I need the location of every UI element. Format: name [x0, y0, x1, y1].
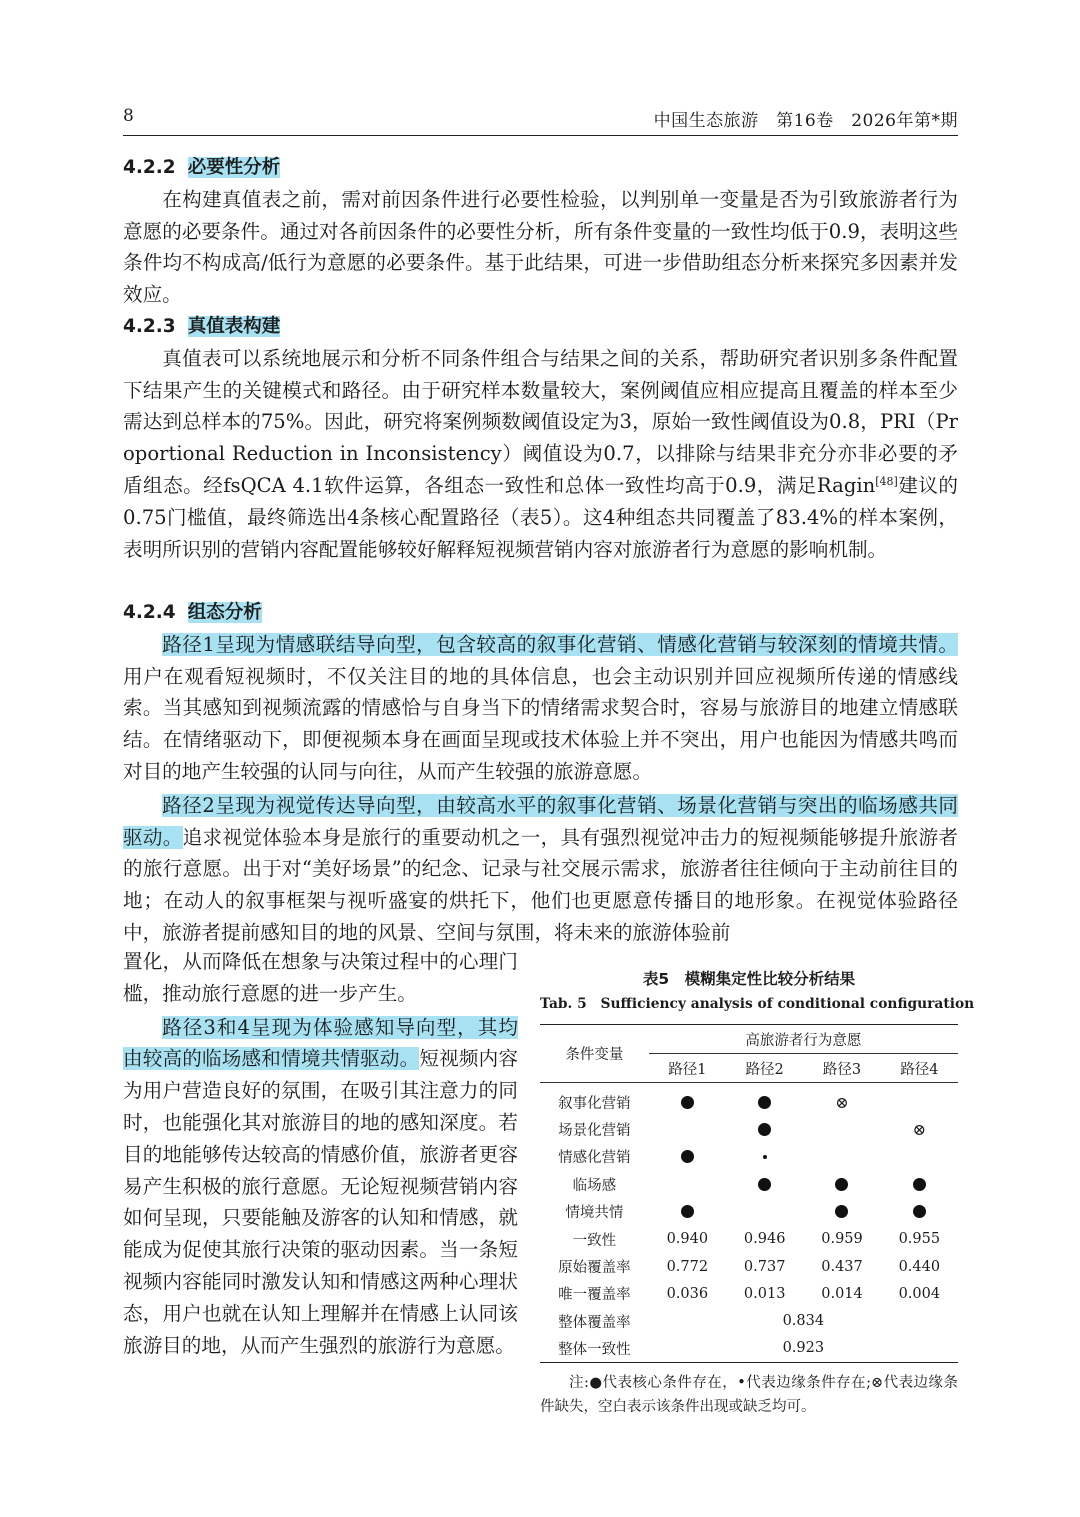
condition-cell: [803, 1116, 880, 1143]
page-header: [123, 106, 958, 136]
paragraph-path-3-4: 路径3和4呈现为体验感知导向型，其均由较高的临场感和情境共情驱动。短视频内容为用户营造良好的氛围，在吸引其注意力的同时，也能强化其对旅游目的地的感知深度。若目的地能够传达较高的情感价值，旅游者更容易产生积极的旅行意愿。无论短视频营销内容如何呈现，只要能触及游客的认知和情感，就能成为促使其旅行决策的驱动因素。当一条短视频内容能同时激发认知和情感这两种心理状态，用户也就在认知上理解并在情感上认同该旅游目的地，从而产生强烈的旅游行为意愿。: [123, 1015, 519, 1357]
core-present-icon: [758, 1123, 771, 1136]
condition-cell: [881, 1089, 958, 1116]
condition-cell: [881, 1198, 958, 1225]
table-row: 唯一覆盖率 0.036 0.013 0.014 0.004: [558, 1285, 941, 1304]
peripheral-present-icon: [763, 1155, 767, 1159]
condition-label: 情境共情: [565, 1205, 624, 1222]
core-present-icon: [681, 1096, 694, 1109]
condition-cell: [803, 1198, 880, 1225]
condition-cell: [726, 1089, 803, 1116]
section-title: 必要性分析: [187, 157, 281, 178]
table-row: [540, 1198, 958, 1225]
highlighted-text: 路径3和4呈现为体验感知导向型，其均由较高的临场感和情境共情驱动。: [123, 1015, 518, 1071]
section-title: 组态分析: [187, 602, 262, 623]
condition-cell: [649, 1171, 726, 1198]
section-4-2-3: [123, 311, 958, 565]
paragraph: 真值表可以系统地展示和分析不同条件组合与结果之间的关系，帮助研究者识别多条件配置下结果产生的关键模式和路径。由于研究样本数量较大，案例阈值应相应提高且覆盖的样本至少需达到总样本的75%。因此，研究将案例频数阈值设定为3，原始一致性阈值设为0.8，PRI（Proportional Reduction in Inconsistency）阈值设为0.7，以排除与结果非充分亦非必要的矛盾组态。经fsQCA 4.1软件运算，各组态一致性和总体一致性均高于0.9，满足Ragin[48]建议的0.75门槛值，最终筛选出4条核心配置路径（表5）。这4种组态共同覆盖了83.4%的样本案例，表明所识别的营销内容配置能够较好解释短视频营销内容对旅游者行为意愿的影响机制。: [123, 346, 959, 561]
core-present-icon: [913, 1205, 926, 1218]
table-row: 一致性 0.940 0.946 0.959 0.955: [572, 1231, 941, 1249]
journal-info: 中国生态旅游 第16卷 2026年第*期: [653, 111, 958, 131]
table-body: [540, 1083, 958, 1226]
section-heading: 4.2.3 真值表构建: [123, 316, 281, 337]
table-row: 整体覆盖率 0.834: [558, 1313, 825, 1331]
core-present-icon: [681, 1150, 694, 1163]
highlighted-text: 路径1呈现为情感联结导向型，包含较高的叙事化营销、情感化营销与较深刻的情境共情。: [162, 632, 958, 656]
col-header-path: 路径3: [803, 1054, 880, 1083]
table-5: [540, 966, 975, 1419]
core-present-icon: [758, 1178, 771, 1191]
condition-cell: [726, 1198, 803, 1225]
col-header-path: 路径2: [726, 1054, 803, 1083]
core-present-icon: [835, 1178, 848, 1191]
condition-cell: [881, 1116, 958, 1143]
condition-label: 情感化营销: [558, 1150, 631, 1167]
core-present-icon: [835, 1205, 848, 1218]
table-metrics: [540, 1225, 958, 1362]
condition-cell: [649, 1198, 726, 1225]
table-row: 整体一致性 0.923: [558, 1340, 825, 1358]
condition-cell: [649, 1116, 726, 1143]
condition-label: 叙事化营销: [558, 1095, 631, 1112]
page-number: 8: [123, 106, 134, 126]
paragraph-path-1: 路径1呈现为情感联结导向型，包含较高的叙事化营销、情感化营销与较深刻的情境共情。用户在观看短视频时，不仅关注目的地的具体信息，也会主动识别并回应视频所传递的情感线索。当其感知到视频流露的情感恰与自身当下的情绪需求契合时，容易与旅游目的地建立情感联结。在情绪驱动下，即便视频本身在画面呈现或技术体验上并不突出，用户也能因为情感共鸣而对目的地产生较强的认同与向往，从而产生较强的旅游意愿。: [123, 632, 958, 783]
condition-label: 场景化营销: [558, 1123, 631, 1140]
section-4-2-2: [123, 152, 958, 311]
section-heading: 4.2.2 必要性分析: [123, 157, 281, 178]
col-header-path: 路径4: [881, 1054, 958, 1083]
condition-cell: [726, 1171, 803, 1198]
results-table: [540, 1024, 958, 1363]
paragraph-path-2: 路径2呈现为视觉传达导向型，由较高水平的叙事化营销、场景化营销与突出的临场感共同驱动。追求视觉体验本身是旅行的重要动机之一，具有强烈视觉冲击力的短视频能够提升旅游者的旅行意愿。出于对“美好场景”的纪念、记录与社交展示需求，旅游者往往倾向于主动前往目的地；在动人的叙事框架与视听盛宴的烘托下，他们也更愿意传播目的地形象。在视觉体验路径中，旅游者提前感知目的地的风景、空间与氛围，将未来的旅游体验前: [123, 793, 959, 944]
condition-cell: [649, 1089, 726, 1116]
section-4-2-4: [123, 597, 958, 949]
condition-cell: [726, 1116, 803, 1143]
col-header-variable: 条件变量: [540, 1025, 649, 1083]
core-present-icon: [681, 1205, 694, 1218]
left-column-text: [123, 946, 518, 1361]
core-present-icon: [758, 1096, 771, 1109]
paragraph-path-2-tail: 置化，从而降低在想象与决策过程中的心理门槛，推动旅行意愿的进一步产生。: [123, 950, 518, 1005]
condition-cell: [881, 1171, 958, 1198]
col-header-path: 路径1: [649, 1054, 726, 1083]
table-note: 注:●代表核心条件存在，•代表边缘条件存在;⊗代表边缘条件缺失，空白表示该条件出现或缺乏均可。: [540, 1374, 958, 1415]
condition-cell: [881, 1143, 958, 1170]
table-row: [540, 1116, 958, 1143]
citation: [48]: [875, 474, 898, 488]
core-present-icon: [913, 1178, 926, 1191]
section-heading: 4.2.4 组态分析: [123, 602, 262, 623]
peripheral-absent-icon: ⊗: [912, 1120, 927, 1140]
highlighted-text: 路径2呈现为视觉传达导向型，由较高水平的叙事化营销、场景化营销与突出的临场感共同驱动。: [123, 793, 958, 849]
paragraph: 在构建真值表之前，需对前因条件进行必要性检验，以判别单一变量是否为引致旅游者行为意愿的必要条件。通过对各前因条件的必要性分析，所有条件变量的一致性均低于0.9，表明这些条件均不构成高/低行为意愿的必要条件。基于此结果，可进一步借助组态分析来探究多因素并发效应。: [123, 187, 958, 307]
table-row: [540, 1143, 958, 1170]
condition-cell: [649, 1143, 726, 1170]
condition-cell: [803, 1089, 880, 1116]
table-title-cn: 表5 模糊集定性比较分析结果: [642, 970, 856, 988]
table-row: [540, 1089, 958, 1116]
section-title: 真值表构建: [187, 316, 281, 337]
col-header-group: 高旅游者行为意愿: [745, 1032, 862, 1049]
condition-cell: [803, 1171, 880, 1198]
condition-cell: [803, 1143, 880, 1170]
condition-cell: [726, 1143, 803, 1170]
peripheral-absent-icon: ⊗: [835, 1092, 849, 1112]
table-row: [540, 1171, 958, 1198]
condition-label: 临场感: [572, 1177, 617, 1194]
table-title-en: Tab. 5 Sufficiency analysis of conditional configuration: [540, 996, 975, 1012]
table-row: 原始覆盖率 0.772 0.737 0.437 0.440: [558, 1258, 941, 1277]
